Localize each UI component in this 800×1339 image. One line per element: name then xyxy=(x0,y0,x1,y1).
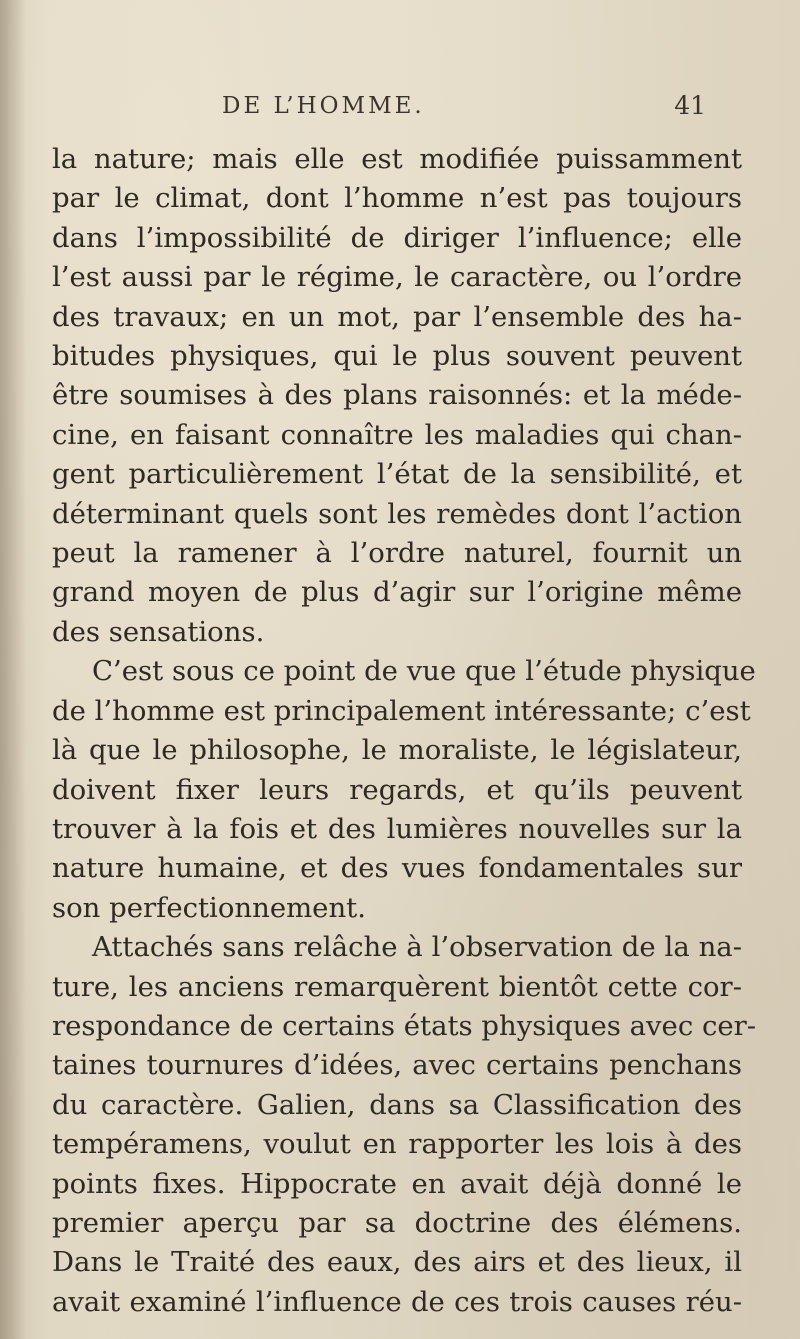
text-line: déterminant quels sont les remèdes dont l’action xyxy=(52,497,742,530)
text-line: Dans le Traité des eaux, des airs et des lieux, il xyxy=(52,1246,742,1279)
page-number: 41 xyxy=(674,91,706,120)
text-line: tempéramens, voulut en rapporter les lois à des xyxy=(52,1128,742,1161)
text-line: du caractère. Galien, dans sa Classification des xyxy=(52,1088,742,1121)
text-line: nature humaine, et des vues fondamentales sur xyxy=(52,852,742,885)
text-line: Attachés sans relâche à l’observation de la na- xyxy=(92,931,742,964)
text-line: respondance de certains états physiques avec cer- xyxy=(52,1009,757,1042)
text-line: trouver à la fois et des lumières nouvelles sur la xyxy=(52,812,742,845)
text-line: C’est sous ce point de vue que l’étude physique xyxy=(92,655,756,688)
text-line: là que le philosophe, le moraliste, le législateur, xyxy=(52,734,742,767)
text-line: des sensations. xyxy=(52,615,265,648)
text-line: avait examiné l’influence de ces trois causes réu- xyxy=(52,1285,742,1318)
text-line: ture, les anciens remarquèrent bientôt cette cor- xyxy=(52,970,742,1003)
text-line: gent particulièrement l’état de la sensibilité, et xyxy=(52,458,742,491)
text-line: taines tournures d’idées, avec certains penchans xyxy=(52,1049,742,1082)
text-line: peut la ramener à l’ordre naturel, fournit un xyxy=(52,537,742,570)
text-line: cine, en faisant connaître les maladies qui chan- xyxy=(52,418,742,451)
text-line: dans l’impossibilité de diriger l’influence; elle xyxy=(52,221,742,254)
running-head: DE L’HOMME. xyxy=(222,93,425,119)
text-line: l’est aussi par le régime, le caractère, ou l’ordre xyxy=(52,261,742,294)
text-line: grand moyen de plus d’agir sur l’origine même xyxy=(52,576,742,609)
body-text xyxy=(52,140,757,1322)
text-line: des travaux; en un mot, par l’ensemble des ha- xyxy=(52,300,742,333)
text-line: premier aperçu par sa doctrine des élémens. xyxy=(52,1206,742,1239)
text-line: être soumises à des plans raisonnés: et la méde- xyxy=(52,379,742,412)
text-line: doivent fixer leurs regards, et qu’ils peuvent xyxy=(52,773,742,806)
text-line: par le climat, dont l’homme n’est pas toujours xyxy=(52,182,742,215)
text-line: points fixes. Hippocrate en avait déjà donné le xyxy=(52,1167,742,1200)
text-line: la nature; mais elle est modifiée puissamment xyxy=(52,143,742,175)
gutter-shadow xyxy=(0,0,26,1339)
text-line: bitudes physiques, qui le plus souvent peuvent xyxy=(52,340,742,373)
text-line: son perfectionnement. xyxy=(52,891,366,924)
text-line: de l’homme est principalement intéressante; c’est xyxy=(52,694,751,727)
